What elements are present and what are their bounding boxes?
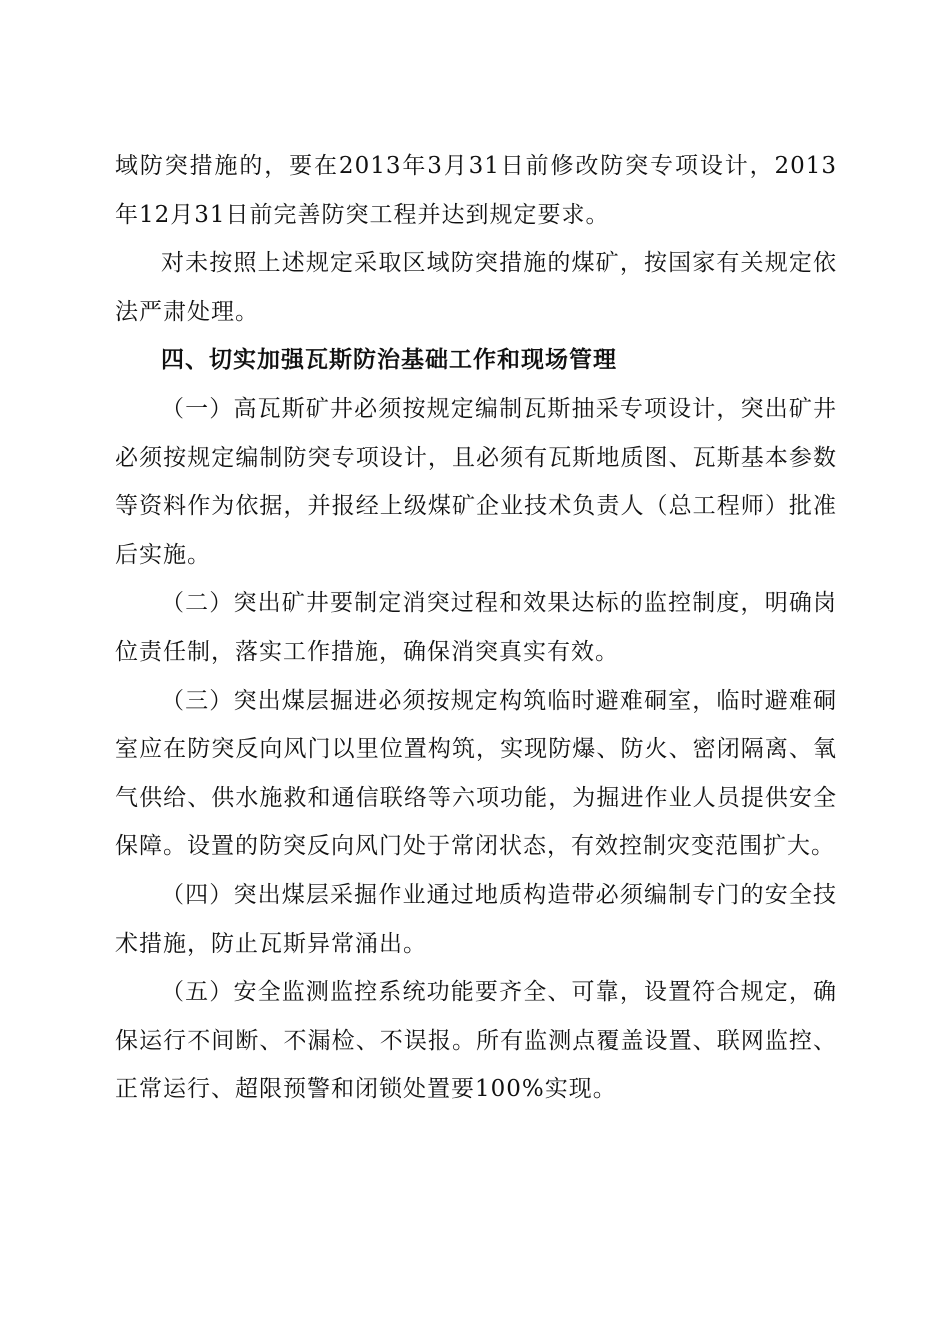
paragraph-item-3: （三）突出煤层掘进必须按规定构筑临时避难硐室，临时避难硐室应在防突反向风门以里位置构筑，实现防爆、防火、密闭隔离、氧气供给、供水施救和通信联络等六项功能，为掘进作业人员提供安全保障。设置的防突反向风门处于常闭状态，有效控制灾变范围扩大。: [115, 687, 837, 860]
paragraph-item-2: （二）突出矿井要制定消突过程和效果达标的监控制度，明确岗位责任制，落实工作措施，确保消突真实有效。: [115, 590, 837, 665]
paragraph-penalty: 对未按照上述规定采取区域防突措施的煤矿，按国家有关规定依法严肃处理。: [115, 250, 837, 325]
section-heading-four: 四、切实加强瓦斯防治基础工作和现场管理: [161, 347, 617, 374]
document-body: [115, 142, 837, 1114]
paragraph-item-4: （四）突出煤层采掘作业通过地质构造带必须编制专门的安全技术措施，防止瓦斯异常涌出。: [115, 881, 837, 957]
paragraph-continuation: 域防突措施的，要在2013年3月31日前修改防突专项设计，2013年12月31日前完善防突工程并达到规定要求。: [115, 153, 837, 228]
paragraph-item-1: （一）高瓦斯矿井必须按规定编制瓦斯抽采专项设计，突出矿井必须按规定编制防突专项设计，且必须有瓦斯地质图、瓦斯基本参数等资料作为依据，并报经上级煤矿企业技术负责人（总工程师）批准后实施。: [115, 395, 837, 568]
paragraph-item-5: （五）安全监测监控系统功能要齐全、可靠，设置符合规定，确保运行不间断、不漏检、不误报。所有监测点覆盖设置、联网监控、正常运行、超限预警和闭锁处置要100%实现。: [115, 979, 837, 1103]
